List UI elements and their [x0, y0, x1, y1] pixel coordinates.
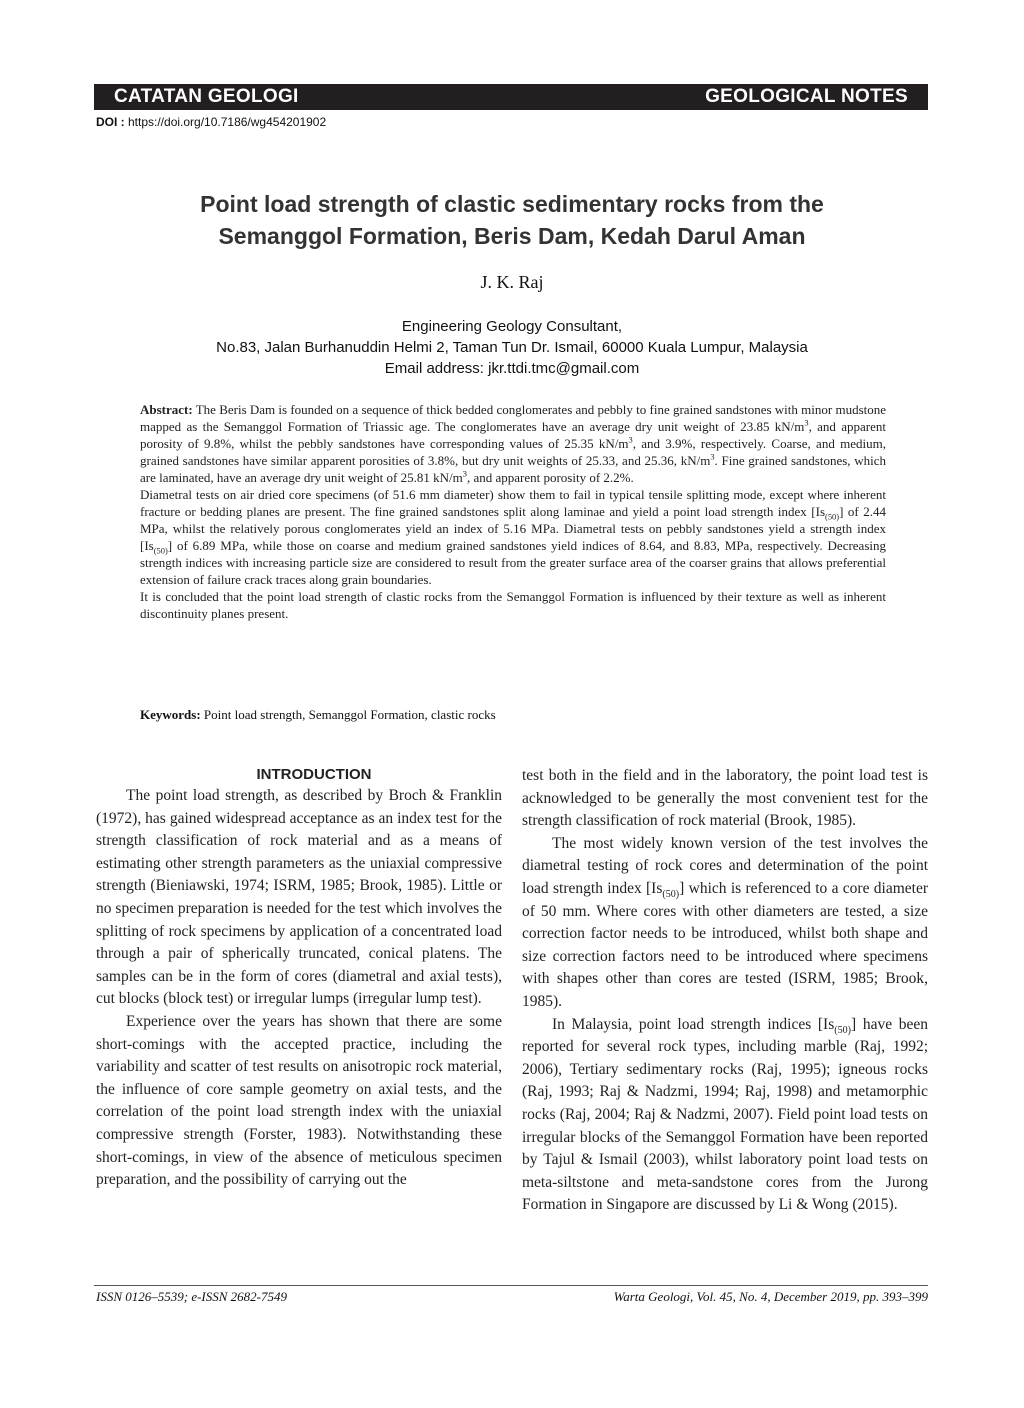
footer-divider: [94, 1285, 928, 1286]
keywords-line: [140, 707, 886, 723]
body-column-right: [522, 765, 928, 1217]
keywords-text: Point load strength, Semanggol Formation, clastic rocks: [200, 707, 496, 722]
section-heading-introduction: INTRODUCTION: [256, 766, 372, 783]
body-column-left: [96, 765, 502, 1192]
intro-paragraph-2-continued: test both in the field and in the laboratory, the point load test is acknowledged to be generally the most convenient test for the strength classification of rock material (Brook, 1985).: [522, 767, 928, 830]
affiliation: [0, 316, 1024, 379]
intro-paragraph-3: The most widely known version of the test involves the diametral testing of rock cores and determination of the point load strength index $[Is_{(50)}]$ which is referenced to a core diameter of 50 mm. Where cores with other diameters are tested, a size correction factor needs to be introduced, whilst both shape and size correction factors need to be introduced where specimens with shapes other than cores are tested (ISRM, 1985; Brook, 1985).: [522, 834, 928, 1010]
abstract-paragraph-2: Diametral tests on air dried core specimens (of 51.6 mm diameter) show them to fail in typical tensile splitting mode, except where inherent fracture or bedding planes are present. The fine grained sandstones split along laminae and yield a point load strength index $[Is_{(50)}]$ of 2.44 MPa, whilst the relatively porous conglomerates yield an index of 5.16 MPa. Diametral tests on pebbly sandstones yield a strength index $[Is_{(50)}]$ of 6.89 MPa, while those on coarse and medium grained sandstones yield indices of 8.64, and 8.83, MPa, respectively. Decreasing strength indices with increasing particle size are considered to result from the greater surface area of the coarser grains that allows preferential extension of failure crack traces along grain boundaries.: [140, 487, 886, 587]
header-section-english: GEOLOGICAL NOTES: [705, 86, 908, 107]
abstract-paragraph-1: Abstract: The Beris Dam is founded on a sequence of thick bedded conglomerates and pebbly to fine grained sandstones with minor mudstone mapped as the Semanggol Formation of Triassic age. The conglomerates have an average dry unit weight of 23.85 $kN/m^3$, and apparent porosity of 9.8%, whilst the pebbly sandstones have corresponding values of 25.35 $kN/m^3$, and 3.9%, respectively. Coarse, and medium, grained sandstones have similar apparent porosities of 3.8%, but dry unit weights of 25.33, and 25.36, $kN/m^3$. Fine grained sandstones, which are laminated, have an average dry unit weight of 25.81 $kN/m^3$, and apparent porosity of 2.2%.: [140, 402, 887, 485]
journal-header-bar: [94, 84, 928, 110]
title-line-1: Point load strength of clastic sedimentary rocks from the: [200, 191, 824, 217]
intro-paragraph-2: Experience over the years has shown that there are some short-comings with the accepted practice, including the variability and scatter of test results on anisotropic rock material, the influence of core sample geometry on axial tests, and the correlation of the point load strength index with the uniaxial compressive strength (Forster, 1983). Notwithstanding these short-comings, in view of the absence of meticulous specimen preparation, and the possibility of carrying out the: [96, 1012, 502, 1189]
footer-citation: Warta Geologi, Vol. 45, No. 4, December 2019, pp. 393–399: [613, 1289, 928, 1304]
header-section-malay: CATATAN GEOLOGI: [114, 86, 299, 107]
paper-title: [100, 188, 924, 252]
affiliation-email[interactable]: Email address: jkr.ttdi.tmc@gmail.com: [384, 360, 640, 377]
intro-paragraph-4: In Malaysia, point load strength indices $[Is_{(50)}]$ have been reported for several rock types, including marble (Raj, 1992; 2006), Tertiary sedimentary rocks (Raj, 1995); igneous rocks (Raj, 1993; Raj & Nadzmi, 1994; Raj, 1998) and metamorphic rocks (Raj, 2004; Raj & Nadzmi, 2007). Field point load tests on irregular blocks of the Semanggol Formation have been reported by Tajul & Ismail (2003), whilst laboratory point load tests on meta-siltstone and meta-sandstone cores from the Jurong Formation in Singapore are discussed by Li & Wong (2015).: [522, 1015, 928, 1214]
title-line-2: Semanggol Formation, Beris Dam, Kedah Darul Aman: [218, 223, 806, 249]
affiliation-line-1: Engineering Geology Consultant,: [401, 318, 623, 335]
abstract-label: Abstract:: [140, 402, 193, 417]
intro-paragraph-1: The point load strength, as described by Broch & Franklin (1972), has gained widespread acceptance as an index test for the strength classification of rock material and as a means of estimating other strength parameters as the uniaxial compressive strength (Bieniawski, 1974; ISRM, 1985; Brook, 1985). Little or no specimen preparation is needed for the test which involves the splitting of rock specimens by application of a concentrated load through a pair of spherically truncated, conical platens. The samples can be in the form of cores (diametral and axial tests), cut blocks (block test) or irregular lumps (irregular lump test).: [96, 787, 502, 1008]
abstract-paragraph-3: It is concluded that the point load strength of clastic rocks from the Semanggol Formation is influenced by their texture as well as inherent discontinuity planes present.: [140, 589, 886, 621]
affiliation-address: No.83, Jalan Burhanuddin Helmi 2, Taman Tun Dr. Ismail, 60000 Kuala Lumpur, Malaysia: [216, 339, 808, 356]
doi-label: DOI :: [96, 115, 128, 129]
footer-issn: ISSN 0126–5539; e-ISSN 2682-7549: [96, 1289, 288, 1304]
abstract-block: [140, 401, 886, 622]
doi-link[interactable]: https://doi.org/10.7186/wg454201902: [128, 115, 327, 129]
doi-line: [96, 115, 326, 129]
keywords-label: Keywords:: [140, 707, 201, 722]
author-name: J. K. Raj: [480, 272, 544, 292]
